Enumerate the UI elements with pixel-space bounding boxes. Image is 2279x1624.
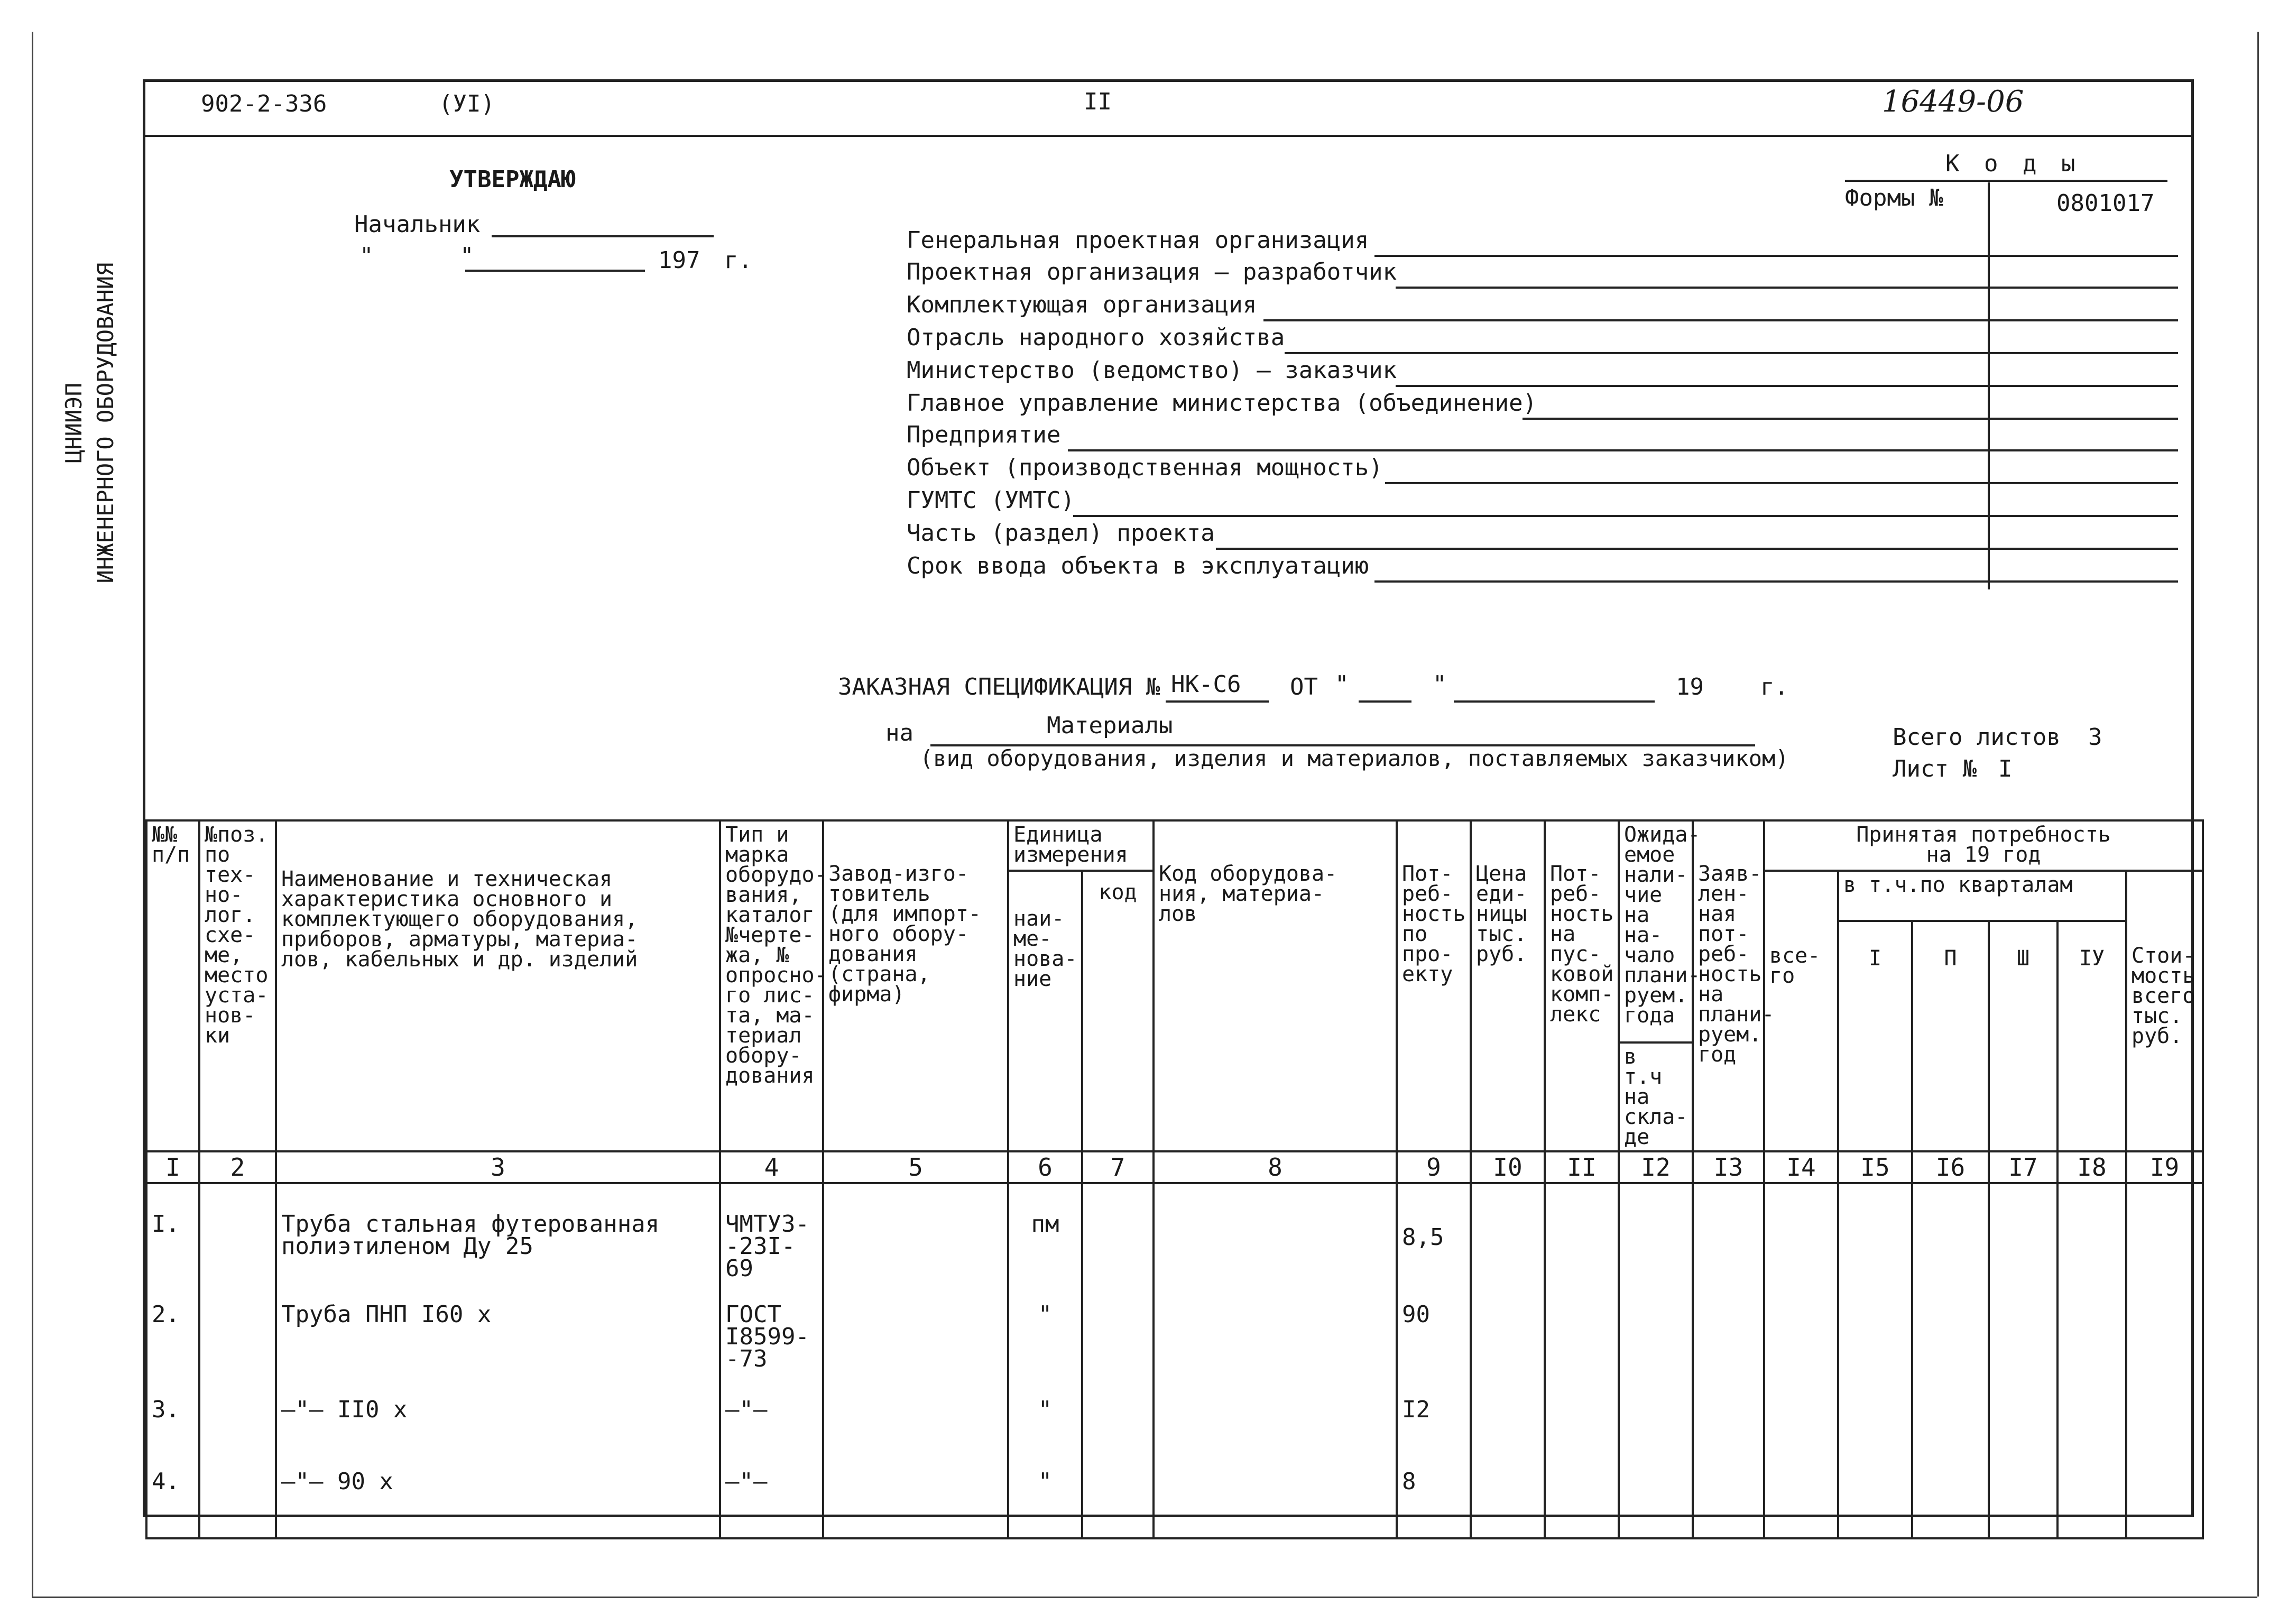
approval-quote-close: " <box>460 243 474 270</box>
total-sheets-value: 3 <box>2088 724 2102 751</box>
side-stamp-line2: ИНЖЕНЕРНОГО ОБОРУДОВАНИЯ <box>93 262 118 584</box>
org-field-developer-line <box>1396 287 2178 289</box>
org-field-main-department: Главное управление министерства (объединение) <box>907 390 1537 417</box>
row-empty-13 <box>1693 1183 1764 1288</box>
org-field-industry: Отрасль народного хозяйства <box>907 324 1285 351</box>
row-empty-17 <box>1989 1460 2057 1538</box>
header-cell-q1: I <box>1838 921 1912 1151</box>
header-cell-demand-project: Пот- реб- ность по про- екту <box>1397 820 1471 1151</box>
row-quantity: 8 <box>1397 1460 1471 1538</box>
row-empty-14 <box>1764 1388 1838 1460</box>
row-unit: " <box>1008 1388 1082 1460</box>
codes-title-line <box>1845 180 2167 182</box>
column-number: 5 <box>823 1151 1008 1183</box>
row-number: 3. <box>146 1388 199 1460</box>
header-cell-expected: Ожида- емое нали- чие на на- чало плани- руем. года <box>1619 820 1693 1042</box>
approval-year-suffix: г. <box>724 247 752 274</box>
table-row <box>146 1388 2203 1460</box>
org-field-main-department-line <box>1523 418 2178 420</box>
table-row <box>146 1288 2203 1388</box>
row-number: I. <box>146 1183 199 1288</box>
column-number: I5 <box>1838 1151 1912 1183</box>
row-empty-18 <box>2057 1288 2126 1388</box>
row-position <box>199 1288 276 1388</box>
spec-na: на <box>885 719 914 746</box>
column-number-row <box>146 1151 2203 1183</box>
sheet-roman: II <box>1084 88 1112 115</box>
header-cell-cost: Стои- мость всего тыс. руб. <box>2126 871 2203 1151</box>
spec-title-label: ЗАКАЗНАЯ СПЕЦИФИКАЦИЯ № <box>838 673 1160 700</box>
header-cell-total: все- го <box>1764 871 1838 1151</box>
spec-day-line <box>1359 700 1411 703</box>
row-equipment-code <box>1154 1388 1397 1460</box>
header-cell-unit-name: наи- ме- нова- ние <box>1008 871 1082 1151</box>
column-number: 2 <box>199 1151 276 1183</box>
row-empty-11 <box>1545 1388 1619 1460</box>
spec-month-line <box>1454 700 1655 703</box>
sheet-number: I <box>1998 755 2013 782</box>
column-number: I2 <box>1619 1151 1693 1183</box>
spec-number-line <box>1166 700 1269 703</box>
codes-title: К о д ы <box>1945 150 2081 177</box>
approval-signature-line <box>492 235 714 237</box>
column-number: I <box>146 1151 199 1183</box>
row-number: 2. <box>146 1288 199 1388</box>
row-type: ГОСТ I8599- -73 <box>720 1288 823 1388</box>
org-field-gumts: ГУМТС (УМТС) <box>907 487 1075 514</box>
row-empty-19 <box>2126 1183 2203 1288</box>
cut-line-bottom <box>32 1597 2257 1598</box>
row-quantity: 90 <box>1397 1288 1471 1388</box>
approval-year: 197 <box>658 247 700 274</box>
header-divider <box>143 135 2194 137</box>
side-stamp-line1: ЦНИИЭП <box>61 383 87 463</box>
total-sheets-label: Всего листов <box>1893 724 2061 751</box>
row-empty-10 <box>1471 1183 1545 1288</box>
row-quantity: I2 <box>1397 1388 1471 1460</box>
header-cell-q2: П <box>1912 921 1989 1151</box>
row-empty-12 <box>1619 1288 1693 1388</box>
spec-year-suffix: г. <box>1760 673 1788 700</box>
row-empty-14 <box>1764 1288 1838 1388</box>
cut-line-left <box>32 32 33 1597</box>
row-empty-13 <box>1693 1388 1764 1460</box>
column-number: I0 <box>1471 1151 1545 1183</box>
row-empty-16 <box>1912 1183 1989 1288</box>
header-cell-equipment-code: Код оборудова- ния, материа- лов <box>1154 820 1397 1151</box>
row-manufacturer <box>823 1183 1008 1288</box>
row-empty-11 <box>1545 1460 1619 1538</box>
org-field-object: Объект (производственная мощность) <box>907 454 1383 481</box>
row-empty-12 <box>1619 1460 1693 1538</box>
row-equipment-code <box>1154 1183 1397 1288</box>
row-empty-17 <box>1989 1183 2057 1288</box>
column-number: 9 <box>1397 1151 1471 1183</box>
org-field-completing: Комплектующая организация <box>907 291 1257 318</box>
column-number: I8 <box>2057 1151 2126 1183</box>
row-unit-code <box>1082 1460 1154 1538</box>
row-empty-16 <box>1912 1288 1989 1388</box>
org-field-commissioning-line <box>1374 580 2178 583</box>
row-unit: " <box>1008 1288 1082 1388</box>
side-stamp <box>58 222 148 624</box>
approval-date-line <box>465 270 645 272</box>
column-number: II <box>1545 1151 1619 1183</box>
row-empty-13 <box>1693 1288 1764 1388</box>
row-empty-16 <box>1912 1460 1989 1538</box>
row-empty-19 <box>2126 1460 2203 1538</box>
row-empty-10 <box>1471 1288 1545 1388</box>
header-cell-declared: Заяв- лен- ная пот- реб- ность на плани- руем. год <box>1693 820 1764 1151</box>
approval-title: УТВЕРЖДАЮ <box>449 166 576 193</box>
row-manufacturer <box>823 1288 1008 1388</box>
row-empty-12 <box>1619 1183 1693 1288</box>
row-empty-19 <box>2126 1388 2203 1460</box>
row-unit-code <box>1082 1183 1154 1288</box>
org-field-ministry: Министерство (ведомство) – заказчик <box>907 357 1397 384</box>
row-empty-15 <box>1838 1460 1912 1538</box>
org-field-completing-line <box>1263 319 2178 321</box>
document-id: 16449-06 <box>1882 85 2024 119</box>
header-cell-accepted: Принятая потребность на 19 год <box>1764 820 2203 871</box>
column-number: 7 <box>1082 1151 1154 1183</box>
sheet-label: Лист № <box>1893 755 1977 782</box>
approval-position: Начальник <box>354 211 481 238</box>
row-manufacturer <box>823 1388 1008 1460</box>
row-position <box>199 1388 276 1460</box>
side-stamp-text <box>58 222 148 624</box>
header-cell-unit-code: код <box>1082 871 1154 1151</box>
row-position <box>199 1460 276 1538</box>
row-empty-11 <box>1545 1183 1619 1288</box>
column-number: I6 <box>1912 1151 1989 1183</box>
header-cell-unit-price: Цена еди- ницы тыс. руб. <box>1471 820 1545 1151</box>
row-unit: " <box>1008 1460 1082 1538</box>
spec-number: НК-С6 <box>1171 671 1241 698</box>
column-number: 4 <box>720 1151 823 1183</box>
approval-quote-open: " <box>359 243 374 270</box>
row-empty-15 <box>1838 1388 1912 1460</box>
row-empty-18 <box>2057 1460 2126 1538</box>
org-field-gumts-line <box>1073 515 2178 517</box>
column-number: 6 <box>1008 1151 1082 1183</box>
form-label: Формы № <box>1845 184 1943 211</box>
row-name: –"– II0 x <box>276 1388 720 1460</box>
column-number: 3 <box>276 1151 720 1183</box>
row-empty-16 <box>1912 1388 1989 1460</box>
org-field-industry-line <box>1285 352 2178 354</box>
row-empty-17 <box>1989 1288 2057 1388</box>
header-cell-position: №поз. по тех- но- лог. схе- ме, место уста- нов- ки <box>199 820 276 1151</box>
row-name: Труба стальная футерованная полиэтиленом Ду 25 <box>276 1183 720 1288</box>
column-number: I9 <box>2126 1151 2203 1183</box>
org-field-general: Генеральная проектная организация <box>907 227 1369 254</box>
spec-from: ОТ <box>1290 673 1318 700</box>
row-name: –"– 90 x <box>276 1460 720 1538</box>
spec-subject-caption: (вид оборудования, изделия и материалов, поставляемых заказчиком) <box>920 745 1789 771</box>
row-unit-code <box>1082 1388 1154 1460</box>
project-number: 902-2-336 <box>201 90 327 117</box>
header-cell-manufacturer: Завод-изго- товитель (для импорт- ного обору- дования (страна, фирма) <box>823 820 1008 1151</box>
row-empty-12 <box>1619 1388 1693 1460</box>
row-quantity: 8,5 <box>1397 1183 1471 1288</box>
spec-year: 19 <box>1676 673 1704 700</box>
row-empty-18 <box>2057 1183 2126 1288</box>
table-row <box>146 1460 2203 1538</box>
row-empty-13 <box>1693 1460 1764 1538</box>
row-number: 4. <box>146 1460 199 1538</box>
org-field-developer: Проектная организация – разработчик <box>907 259 1397 285</box>
row-empty-14 <box>1764 1183 1838 1288</box>
spec-quote-open: " <box>1335 671 1349 698</box>
spec-quote-close: " <box>1433 671 1447 698</box>
form-code: 0801017 <box>2056 190 2155 217</box>
column-number: I3 <box>1693 1151 1764 1183</box>
row-empty-15 <box>1838 1183 1912 1288</box>
row-manufacturer <box>823 1460 1008 1538</box>
cut-line-right <box>2257 32 2259 1597</box>
header-cell-unit: Единица измерения <box>1008 820 1154 871</box>
album-number: (УI) <box>439 90 495 117</box>
specification-table <box>145 819 2204 1539</box>
spec-subject: Материалы <box>1047 712 1173 739</box>
row-type: –"– <box>720 1460 823 1538</box>
row-empty-10 <box>1471 1388 1545 1460</box>
header-cell-in-stock: в т.ч на скла- де <box>1619 1042 1693 1151</box>
org-field-project-part-line <box>1216 548 2178 550</box>
column-number: 8 <box>1154 1151 1397 1183</box>
column-number: I4 <box>1764 1151 1838 1183</box>
org-field-enterprise-line <box>1068 449 2178 451</box>
row-equipment-code <box>1154 1288 1397 1388</box>
org-field-enterprise: Предприятие <box>907 421 1061 448</box>
row-empty-15 <box>1838 1288 1912 1388</box>
header-cell-q3: Ш <box>1989 921 2057 1151</box>
row-position <box>199 1183 276 1288</box>
header-cell-demand-startup: Пот- реб- ность на пус- ковой комп- лекс <box>1545 820 1619 1151</box>
row-empty-14 <box>1764 1460 1838 1538</box>
row-empty-10 <box>1471 1460 1545 1538</box>
header-cell-q4: IУ <box>2057 921 2126 1151</box>
column-number: I7 <box>1989 1151 2057 1183</box>
row-empty-19 <box>2126 1288 2203 1388</box>
row-name: Труба ПНП I60 x <box>276 1288 720 1388</box>
header-cell-name: Наименование и техническая характеристика основного и комплектующего оборудования, приборов, арматуры, материа- лов, кабельных и др. изделий <box>276 820 720 1151</box>
row-empty-11 <box>1545 1288 1619 1388</box>
org-field-ministry-line <box>1396 385 2178 387</box>
row-unit: пм <box>1008 1183 1082 1288</box>
row-type: ЧМТУЗ- -23I-69 <box>720 1183 823 1288</box>
row-type: –"– <box>720 1388 823 1460</box>
header-cell-number: №№ п/п <box>146 820 199 1151</box>
org-field-project-part: Часть (раздел) проекта <box>907 520 1215 547</box>
org-field-general-line <box>1374 255 2178 257</box>
table-row <box>146 1183 2203 1288</box>
row-empty-18 <box>2057 1388 2126 1460</box>
row-empty-17 <box>1989 1388 2057 1460</box>
header-cell-quarters: в т.ч.по кварталам <box>1838 871 2126 921</box>
header-cell-type: Тип и марка оборудо- вания, каталог №черте- жа, № опросно- го лис- та, ма- териал обору- дования <box>720 820 823 1151</box>
row-unit-code <box>1082 1288 1154 1388</box>
org-field-object-line <box>1385 482 2178 484</box>
org-field-commissioning: Срок ввода объекта в эксплуатацию <box>907 552 1369 579</box>
row-equipment-code <box>1154 1460 1397 1538</box>
